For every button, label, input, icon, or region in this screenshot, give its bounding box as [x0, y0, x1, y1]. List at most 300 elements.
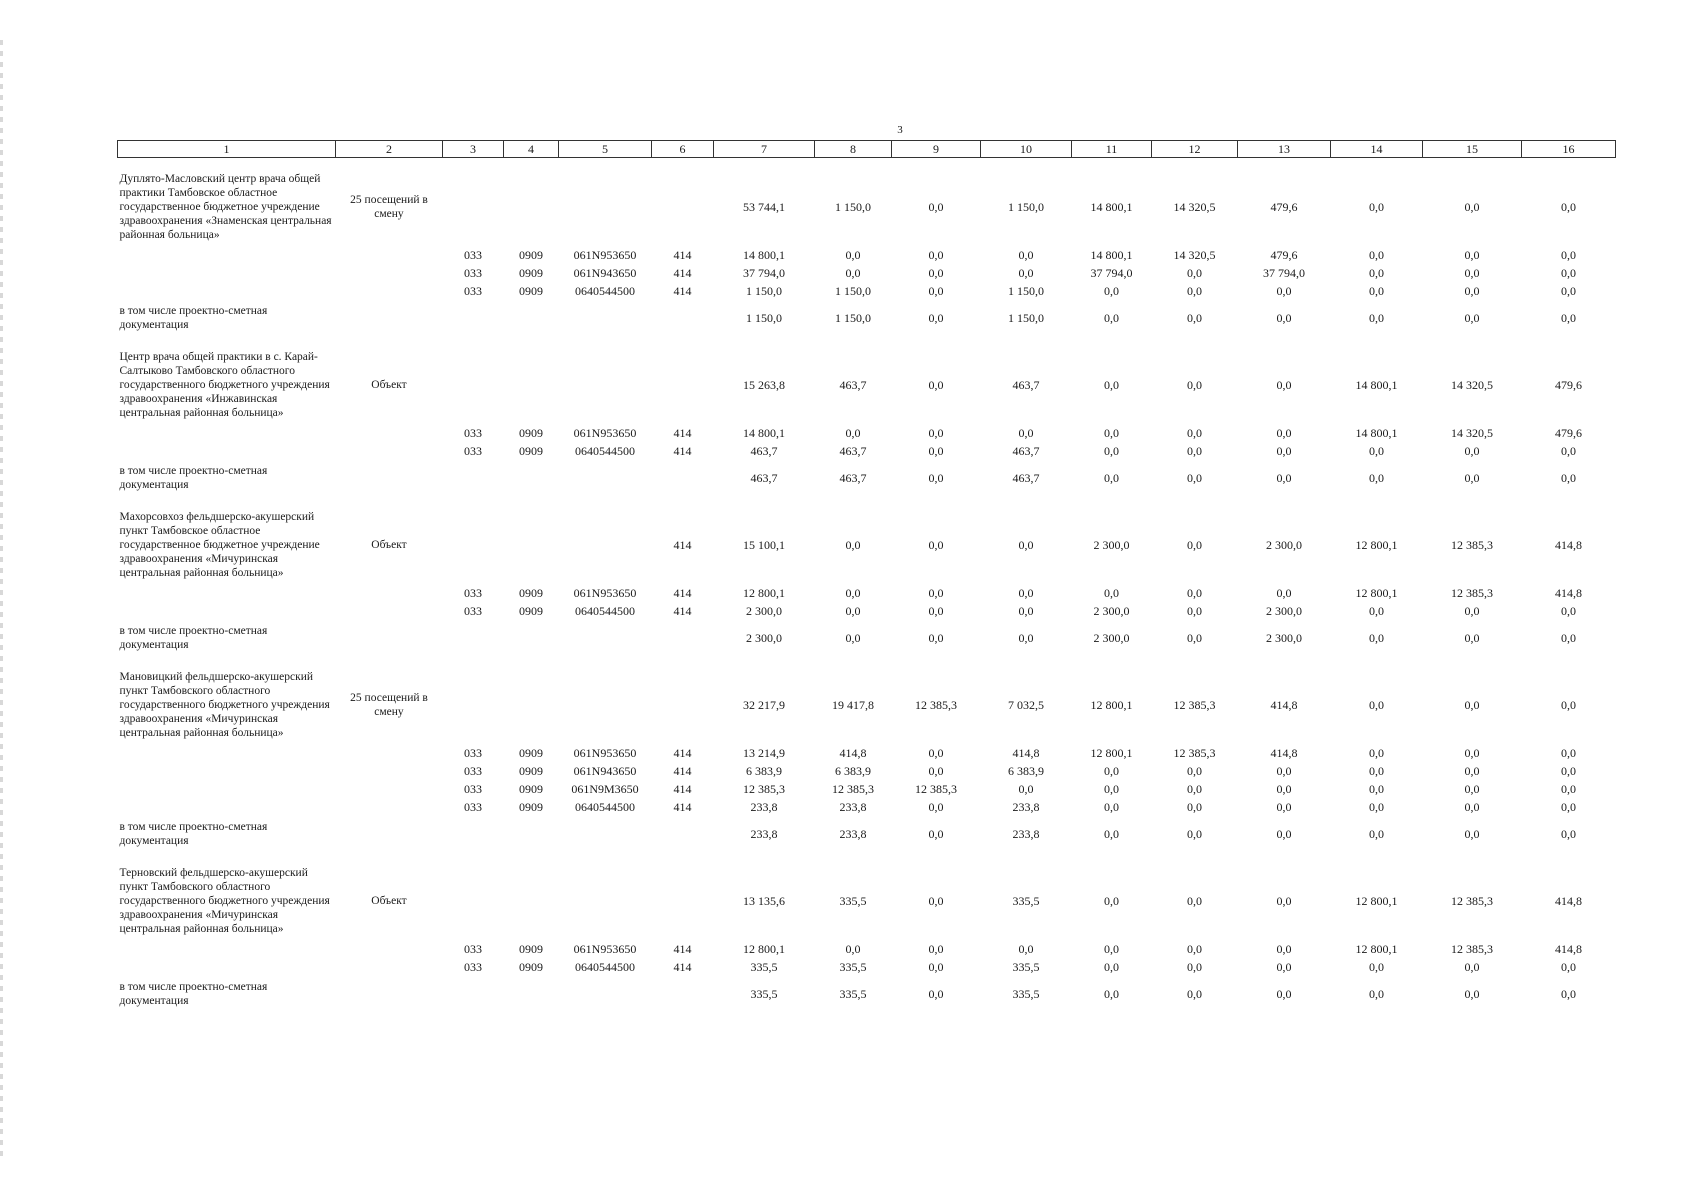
section-code-cell [504, 816, 559, 852]
amount-cell: 0,0 [1369, 959, 1384, 974]
amount-cell: 0,0 [845, 603, 861, 618]
column-number: 6 [652, 141, 714, 158]
amount-cell: 0,0 [1561, 745, 1576, 760]
amount-cell: 0,0 [1187, 585, 1202, 600]
amount-cell: 0,0 [1369, 781, 1384, 796]
amount-cell: 479,6 [1555, 425, 1582, 440]
design-docs-row [118, 620, 1616, 656]
amount-cell: 0,0 [1464, 697, 1480, 712]
amount-cell: 0,0 [928, 941, 944, 956]
amount-cell: 1 150,0 [746, 310, 782, 325]
amount-cell: 14 800,1 [1090, 247, 1133, 262]
amount-cell: 479,6 [1270, 247, 1298, 262]
amount-cell: 0,0 [1561, 799, 1576, 814]
amount-cell: 463,7 [1012, 470, 1040, 485]
amount-cell: 463,7 [1012, 443, 1040, 458]
amount-cell: 0,0 [1104, 585, 1119, 600]
amount-cell: 1 150,0 [835, 283, 871, 298]
amount-cell: 14 320,5 [1173, 247, 1216, 262]
amount-cell: 233,8 [839, 826, 867, 841]
table-body [118, 158, 1616, 1013]
funding-line-row [118, 246, 1616, 264]
ministry-code-cell: 033 [464, 265, 482, 280]
section-code-cell: 0909 [519, 941, 543, 956]
amount-cell: 0,0 [1561, 697, 1576, 712]
object-name-cell [118, 762, 336, 780]
amount-cell: 53 744,1 [743, 199, 785, 214]
amount-cell: 0,0 [1369, 265, 1384, 280]
amount-cell: 0,0 [1187, 959, 1202, 974]
amount-cell: 0,0 [1187, 799, 1202, 814]
amount-cell: 0,0 [1369, 247, 1384, 262]
object-row [118, 852, 1616, 940]
amount-cell: 414,8 [1555, 941, 1582, 956]
section-code-cell: 0909 [519, 443, 543, 458]
target-article-cell [559, 852, 652, 940]
amount-cell: 0,0 [1369, 763, 1384, 778]
amount-cell: 335,5 [750, 959, 778, 974]
target-article-cell: 061N953650 [573, 425, 637, 440]
funding-line-row [118, 940, 1616, 958]
amount-cell: 1 150,0 [1008, 199, 1044, 214]
expense-type-cell [652, 620, 714, 656]
object-name-cell [118, 584, 336, 602]
object-name-cell: в том числе проектно-сметная документация [119, 465, 268, 491]
amount-cell: 12 800,1 [1355, 941, 1398, 956]
amount-cell: 0,0 [1187, 425, 1202, 440]
expense-type-cell: 414 [673, 283, 692, 298]
amount-cell: 0,0 [1369, 443, 1384, 458]
amount-cell: 2 300,0 [1093, 603, 1130, 618]
amount-cell: 0,0 [1276, 585, 1292, 600]
capacity-cell [336, 264, 443, 282]
amount-cell: 335,5 [839, 893, 867, 908]
ministry-code-cell: 033 [464, 941, 482, 956]
amount-cell: 0,0 [1561, 630, 1576, 645]
capacity-cell [336, 798, 443, 816]
amount-cell: 14 800,1 [743, 425, 785, 440]
amount-cell: 12 385,3 [832, 781, 874, 796]
amount-cell: 13 214,9 [743, 745, 785, 760]
ministry-code-cell: 033 [464, 247, 482, 262]
amount-cell: 0,0 [1018, 247, 1034, 262]
amount-cell: 0,0 [1369, 986, 1384, 1001]
amount-cell: 0,0 [1561, 826, 1576, 841]
amount-cell: 0,0 [1369, 697, 1384, 712]
amount-cell: 0,0 [1464, 763, 1480, 778]
ministry-code-cell: 033 [464, 603, 482, 618]
object-name-cell: Центр врача общей практики в с. Карай-Салтыково Тамбовского областного государственного бюджетного учреждения здравоохранения «Инжавинская центральная районная больница» [119, 351, 330, 419]
section-code-cell [504, 976, 559, 1012]
expense-type-cell: 414 [673, 247, 692, 262]
amount-cell: 0,0 [1561, 603, 1576, 618]
expense-type-cell: 414 [673, 763, 692, 778]
amount-cell: 0,0 [1464, 781, 1480, 796]
amount-cell: 12 800,1 [1355, 893, 1398, 908]
funding-line-row [118, 264, 1616, 282]
object-name-cell: Махорсовхоз фельдшерско-акушерский пункт Тамбовское областное государственное бюджетное учреждение здравоохранения «Мичуринская центральная районная больница» [119, 511, 320, 579]
amount-cell: 12 385,3 [915, 781, 957, 796]
amount-cell: 0,0 [1369, 745, 1384, 760]
amount-cell: 0,0 [1104, 443, 1119, 458]
capacity-cell [336, 620, 443, 656]
amount-cell: 335,5 [1012, 893, 1040, 908]
amount-cell: 479,6 [1555, 377, 1582, 392]
funding-line-row [118, 442, 1616, 460]
amount-cell: 0,0 [1187, 941, 1202, 956]
amount-cell: 0,0 [928, 199, 944, 214]
expense-type-cell: 414 [673, 443, 692, 458]
amount-cell: 0,0 [1369, 826, 1384, 841]
page-number: 3 [897, 124, 903, 136]
funding-line-row [118, 584, 1616, 602]
column-number: 12 [1152, 141, 1238, 158]
amount-cell: 37 794,0 [1090, 265, 1133, 280]
amount-cell: 0,0 [1187, 283, 1202, 298]
target-article-cell: 061N943650 [573, 763, 637, 778]
target-article-cell [559, 976, 652, 1012]
amount-cell: 0,0 [1276, 763, 1292, 778]
amount-cell: 335,5 [1012, 959, 1040, 974]
amount-cell: 7 032,5 [1008, 697, 1044, 712]
capacity-cell [336, 300, 443, 336]
expense-type-cell [652, 158, 714, 247]
amount-cell: 0,0 [1187, 470, 1202, 485]
amount-cell: 14 320,5 [1451, 425, 1493, 440]
amount-cell: 414,8 [1012, 745, 1040, 760]
object-name-cell [118, 602, 336, 620]
amount-cell: 0,0 [1187, 603, 1202, 618]
amount-cell: 0,0 [1104, 425, 1119, 440]
funding-line-row [118, 744, 1616, 762]
object-name-cell: Дуплято-Масловский центр врача общей практики Тамбовское областное государственное бюджетное учреждение здравоохранения «Знаменская центральная районная больница» [119, 173, 332, 241]
section-code-cell: 0909 [519, 799, 543, 814]
capacity-cell [336, 940, 443, 958]
amount-cell: 0,0 [1187, 443, 1202, 458]
object-row [118, 336, 1616, 424]
funding-line-row [118, 762, 1616, 780]
amount-cell: 0,0 [1561, 470, 1576, 485]
amount-cell: 0,0 [1104, 283, 1119, 298]
amount-cell: 0,0 [928, 425, 944, 440]
amount-cell: 12 800,1 [743, 941, 785, 956]
object-name-cell [118, 744, 336, 762]
amount-cell: 479,6 [1270, 199, 1298, 214]
amount-cell: 0,0 [1369, 603, 1384, 618]
amount-cell: 0,0 [1276, 781, 1292, 796]
amount-cell: 0,0 [1018, 603, 1034, 618]
ministry-code-cell: 033 [464, 585, 482, 600]
object-name-cell [118, 282, 336, 300]
amount-cell: 0,0 [1276, 283, 1292, 298]
amount-cell: 1 150,0 [835, 199, 871, 214]
amount-cell: 0,0 [1187, 986, 1202, 1001]
expense-type-cell: 414 [673, 425, 692, 440]
amount-cell: 0,0 [1464, 443, 1480, 458]
amount-cell: 414,8 [1270, 745, 1298, 760]
target-article-cell: 0640544500 [575, 283, 635, 298]
target-article-cell: 0640544500 [575, 959, 635, 974]
section-code-cell [504, 336, 559, 424]
amount-cell: 0,0 [1276, 941, 1292, 956]
expense-type-cell [652, 656, 714, 744]
amount-cell: 0,0 [928, 265, 944, 280]
object-name-cell: в том числе проектно-сметная документация [119, 305, 268, 331]
amount-cell: 463,7 [750, 443, 778, 458]
target-article-cell: 0640544500 [575, 443, 635, 458]
amount-cell: 0,0 [1104, 893, 1119, 908]
capacity-cell [336, 246, 443, 264]
amount-cell: 0,0 [1369, 310, 1384, 325]
amount-cell: 12 385,3 [915, 697, 957, 712]
amount-cell: 0,0 [845, 537, 861, 552]
ministry-code-cell [443, 496, 504, 584]
amount-cell: 0,0 [1276, 959, 1292, 974]
amount-cell: 0,0 [928, 799, 944, 814]
amount-cell: 0,0 [1464, 470, 1480, 485]
amount-cell: 0,0 [1276, 799, 1292, 814]
target-article-cell [559, 300, 652, 336]
amount-cell: 0,0 [1018, 265, 1034, 280]
amount-cell: 414,8 [1270, 697, 1298, 712]
capacity-cell [336, 460, 443, 496]
amount-cell: 12 385,3 [1173, 745, 1216, 760]
amount-cell: 0,0 [1018, 537, 1034, 552]
amount-cell: 2 300,0 [1266, 537, 1302, 552]
expense-type-cell: 414 [673, 745, 692, 760]
amount-cell: 0,0 [845, 941, 861, 956]
ministry-code-cell: 033 [464, 283, 482, 298]
column-number: 14 [1331, 141, 1423, 158]
amount-cell: 335,5 [750, 986, 778, 1001]
amount-cell: 0,0 [1104, 826, 1119, 841]
amount-cell: 0,0 [928, 377, 944, 392]
design-docs-row [118, 300, 1616, 336]
amount-cell: 13 135,6 [743, 893, 785, 908]
section-code-cell: 0909 [519, 763, 543, 778]
amount-cell: 0,0 [1187, 537, 1202, 552]
amount-cell: 2 300,0 [1093, 630, 1130, 645]
amount-cell: 0,0 [1464, 959, 1480, 974]
amount-cell: 1 150,0 [1008, 283, 1044, 298]
amount-cell: 414,8 [1555, 893, 1582, 908]
expense-type-cell [652, 976, 714, 1012]
amount-cell: 0,0 [1187, 763, 1202, 778]
amount-cell: 2 300,0 [1093, 537, 1130, 552]
ministry-code-cell [443, 656, 504, 744]
target-article-cell [559, 620, 652, 656]
object-name-cell [118, 940, 336, 958]
column-number: 1 [118, 141, 336, 158]
scan-edge-artifact [0, 40, 3, 1160]
amount-cell: 0,0 [1276, 310, 1292, 325]
amount-cell: 0,0 [1104, 470, 1119, 485]
expense-type-cell: 414 [673, 265, 692, 280]
amount-cell: 37 794,0 [743, 265, 785, 280]
amount-cell: 15 263,8 [743, 377, 785, 392]
expense-type-cell: 414 [673, 959, 692, 974]
amount-cell: 6 383,9 [1008, 763, 1044, 778]
funding-line-row [118, 424, 1616, 442]
funding-line-row [118, 282, 1616, 300]
object-name-cell [118, 780, 336, 798]
amount-cell: 0,0 [1561, 959, 1576, 974]
column-number: 15 [1423, 141, 1522, 158]
section-code-cell [504, 496, 559, 584]
amount-cell: 0,0 [1018, 781, 1034, 796]
ministry-code-cell [443, 852, 504, 940]
amount-cell: 0,0 [845, 630, 861, 645]
column-number: 4 [504, 141, 559, 158]
target-article-cell [559, 656, 652, 744]
amount-cell: 1 150,0 [835, 310, 871, 325]
amount-cell: 0,0 [1561, 310, 1576, 325]
amount-cell: 0,0 [1464, 283, 1480, 298]
design-docs-row [118, 816, 1616, 852]
amount-cell: 0,0 [1187, 630, 1202, 645]
object-name-cell: в том числе проектно-сметная документация [119, 821, 268, 847]
amount-cell: 0,0 [1369, 199, 1384, 214]
amount-cell: 414,8 [839, 745, 867, 760]
amount-cell: 37 794,0 [1263, 265, 1305, 280]
amount-cell: 0,0 [1369, 283, 1384, 298]
ministry-code-cell [443, 158, 504, 247]
target-article-cell [559, 460, 652, 496]
amount-cell: 15 100,1 [743, 537, 785, 552]
funding-line-row [118, 958, 1616, 976]
amount-cell: 0,0 [845, 585, 861, 600]
amount-cell: 0,0 [928, 310, 944, 325]
amount-cell: 0,0 [1561, 283, 1576, 298]
amount-cell: 0,0 [1104, 959, 1119, 974]
section-code-cell [504, 460, 559, 496]
amount-cell: 2 300,0 [1266, 603, 1302, 618]
funding-line-row [118, 602, 1616, 620]
column-number: 3 [443, 141, 504, 158]
amount-cell: 233,8 [1012, 799, 1040, 814]
expense-type-cell [652, 460, 714, 496]
ministry-code-cell [443, 336, 504, 424]
amount-cell: 0,0 [1561, 763, 1576, 778]
target-article-cell: 061N943650 [573, 265, 637, 280]
amount-cell: 0,0 [1018, 630, 1034, 645]
design-docs-row [118, 460, 1616, 496]
object-name-cell [118, 798, 336, 816]
amount-cell: 12 385,3 [1451, 941, 1493, 956]
amount-cell: 0,0 [1187, 893, 1202, 908]
amount-cell: 0,0 [928, 537, 944, 552]
section-code-cell: 0909 [519, 425, 543, 440]
amount-cell: 0,0 [1104, 781, 1119, 796]
capacity-cell [336, 816, 443, 852]
amount-cell: 0,0 [1187, 377, 1202, 392]
ministry-code-cell [443, 460, 504, 496]
object-name-cell [118, 246, 336, 264]
amount-cell: 0,0 [928, 630, 944, 645]
amount-cell: 12 385,3 [1173, 697, 1216, 712]
amount-cell: 0,0 [1561, 443, 1576, 458]
amount-cell: 0,0 [928, 470, 944, 485]
amount-cell: 463,7 [839, 443, 867, 458]
section-code-cell: 0909 [519, 247, 543, 262]
amount-cell: 0,0 [1369, 470, 1384, 485]
section-code-cell: 0909 [519, 781, 543, 796]
amount-cell: 0,0 [1276, 470, 1292, 485]
amount-cell: 12 385,3 [1451, 537, 1493, 552]
amount-cell: 12 385,3 [743, 781, 785, 796]
amount-cell: 0,0 [1104, 799, 1119, 814]
ministry-code-cell: 033 [464, 763, 482, 778]
object-name-cell [118, 958, 336, 976]
capacity-cell: Объект [371, 539, 407, 551]
column-number: 9 [892, 141, 981, 158]
amount-cell: 0,0 [1187, 310, 1202, 325]
expense-type-cell: 414 [673, 799, 692, 814]
amount-cell: 0,0 [1561, 781, 1576, 796]
column-number: 8 [815, 141, 892, 158]
column-number: 5 [559, 141, 652, 158]
amount-cell: 0,0 [1464, 199, 1480, 214]
amount-cell: 233,8 [750, 826, 778, 841]
amount-cell: 0,0 [1561, 265, 1576, 280]
amount-cell: 463,7 [750, 470, 778, 485]
expense-type-cell [652, 300, 714, 336]
capacity-cell [336, 958, 443, 976]
amount-cell: 0,0 [1276, 425, 1292, 440]
amount-cell: 0,0 [1464, 247, 1480, 262]
target-article-cell: 061N953650 [573, 941, 637, 956]
amount-cell: 12 800,1 [1355, 585, 1398, 600]
amount-cell: 463,7 [839, 470, 867, 485]
amount-cell: 12 385,3 [1451, 893, 1493, 908]
ministry-code-cell [443, 816, 504, 852]
amount-cell: 0,0 [1369, 630, 1384, 645]
amount-cell: 0,0 [928, 893, 944, 908]
object-name-cell: в том числе проектно-сметная документация [119, 981, 268, 1007]
amount-cell: 0,0 [1561, 199, 1576, 214]
amount-cell: 0,0 [1276, 443, 1292, 458]
amount-cell: 414,8 [1555, 537, 1582, 552]
amount-cell: 0,0 [1464, 630, 1480, 645]
amount-cell: 2 300,0 [746, 603, 782, 618]
object-row [118, 158, 1616, 247]
target-article-cell: 061N9M3650 [571, 781, 639, 796]
column-number: 2 [336, 141, 443, 158]
amount-cell: 0,0 [845, 425, 861, 440]
column-number: 11 [1072, 141, 1152, 158]
amount-cell: 0,0 [1464, 603, 1480, 618]
column-number: 16 [1522, 141, 1616, 158]
amount-cell: 0,0 [1464, 799, 1480, 814]
amount-cell: 12 385,3 [1451, 585, 1493, 600]
amount-cell: 0,0 [928, 763, 944, 778]
capacity-cell [336, 424, 443, 442]
amount-cell: 2 300,0 [746, 630, 782, 645]
amount-cell: 0,0 [1464, 745, 1480, 760]
amount-cell: 0,0 [1276, 893, 1292, 908]
column-number-row [118, 141, 1616, 158]
amount-cell: 335,5 [1012, 986, 1040, 1001]
amount-cell: 0,0 [1018, 425, 1034, 440]
section-code-cell [504, 158, 559, 247]
section-code-cell [504, 620, 559, 656]
amount-cell: 0,0 [1464, 310, 1480, 325]
capacity-cell: Объект [371, 379, 407, 391]
target-article-cell [559, 496, 652, 584]
amount-cell: 12 800,1 [1090, 745, 1133, 760]
object-name-cell: Терновский фельдшерско-акушерский пункт Тамбовского областного государственного бюджетного учреждения здравоохранения «Мичуринская центральная районная больница» [119, 867, 330, 935]
ministry-code-cell: 033 [464, 799, 482, 814]
